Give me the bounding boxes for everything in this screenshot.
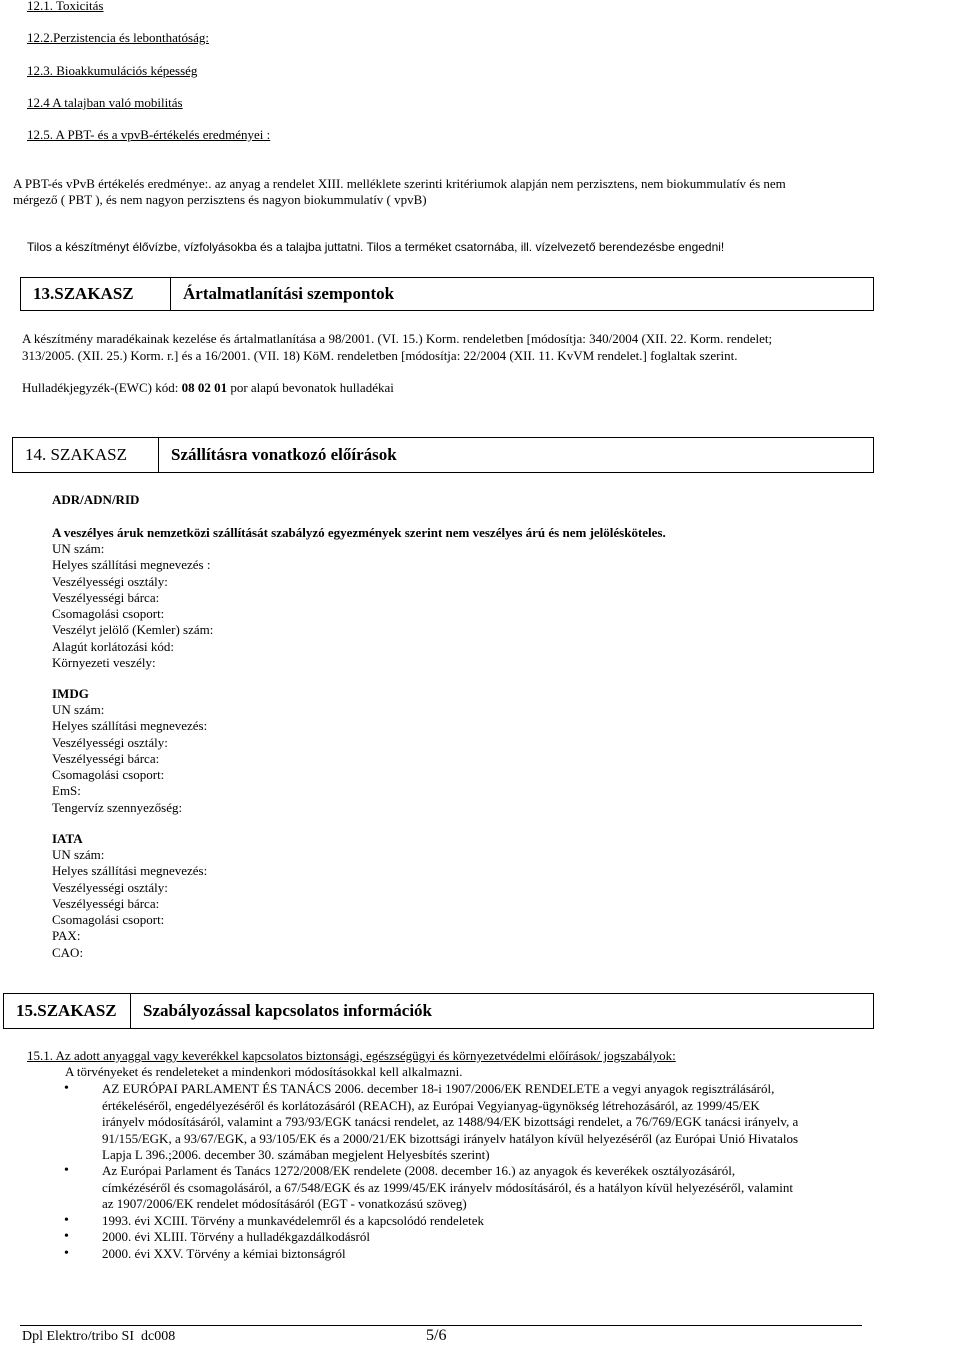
imdg-ems: EmS: <box>52 783 81 799</box>
imdg-marine-pollutant: Tengervíz szennyezőség: <box>52 799 183 815</box>
section-12-3-heading: 12.3. Bioakkumulációs képesség <box>27 63 198 78</box>
adr-un-number: UN szám: <box>52 541 105 556</box>
adr-hazard-label: Veszélyességi bárca: <box>52 589 160 605</box>
bullet-icon: • <box>64 1213 69 1228</box>
regulation-waste <box>102 1229 370 1246</box>
section-14-title: Szállításra vonatkozó előírások <box>171 445 397 464</box>
section-12-2-heading: 12.2.Perzistencia és lebonthatóság: <box>27 30 209 45</box>
imdg-packing-group: Csomagolási csoport: <box>52 767 165 783</box>
disposal-text-line1: A készítmény maradékainak kezelése és ártalmatlanítása a 98/2001. (VI. 15.) Korm. rendeletben [módosítja: 340/2004 (XII. 22. Korm. rendelet; <box>22 331 773 346</box>
regulation-line: 2000. évi XXV. Törvény a kémiai biztonságról <box>102 1246 346 1261</box>
iata-cao: CAO: <box>52 944 84 960</box>
iata-un-number: UN szám: <box>52 847 105 862</box>
regulation-line: 91/155/EGK, a 93/67/EGK, a 93/105/EK és a 2000/21/EK bizottsági irányelv hatályon kívül helyezéséről (az Európai Unió Hivatalos <box>102 1130 799 1146</box>
bullet-icon: • <box>64 1229 69 1244</box>
adr-hazard-class: Veszélyességi osztály: <box>52 573 168 589</box>
transport-statement: A veszélyes áruk nemzetközi szállítását szabályzó egyezmények szerint nem veszélyes árú és nem jelölésköteles. <box>52 525 666 540</box>
bullet-icon: • <box>64 1246 69 1261</box>
section-13-header <box>20 277 874 311</box>
pbt-result-line1: A PBT-és vPvB értékelés eredménye:. az anyag a rendelet XIII. melléklete szerinti kritériumok alapján nem perzisztens, nem biokummulatív és nem <box>13 176 786 191</box>
imdg-hazard-class: Veszélyességi osztály: <box>52 734 168 750</box>
section-14-header <box>12 437 874 473</box>
iata-heading: IATA <box>52 831 83 846</box>
pbt-result-line2: mérgező ( PBT ), és nem nagyon perzisztens és nagyon biokummulatív ( vpvB) <box>13 192 427 207</box>
imdg-heading: IMDG <box>52 686 89 701</box>
iata-field-list <box>52 847 207 961</box>
regulations-intro: A törvényeket és rendeleteket a mindenkori módosításokkal kell alkalmazni. <box>65 1064 463 1079</box>
bullet-icon: • <box>64 1163 69 1178</box>
footer-page-number: 5/6 <box>426 1327 447 1344</box>
iata-pax: PAX: <box>52 928 81 944</box>
section-15-number: 15.SZAKASZ <box>4 994 131 1028</box>
regulation-line: 1993. évi XCIII. Törvény a munkavédelemről és a kapcsolódó rendeletek <box>102 1213 485 1228</box>
adr-kemler-number: Veszélyt jelölő (Kemler) szám: <box>52 622 214 638</box>
regulation-line: AZ EURÓPAI PARLAMENT ÉS TANÁCS 2006. december 18-i 1907/2006/EK RENDELETE a vegyi anyagok regisztrálásáról, <box>102 1081 775 1096</box>
section-14-number: 14. SZAKASZ <box>13 438 159 472</box>
imdg-shipping-name: Helyes szállítási megnevezés: <box>52 718 208 734</box>
adr-packing-group: Csomagolási csoport: <box>52 606 165 622</box>
iata-packing-group: Csomagolási csoport: <box>52 912 165 928</box>
adr-heading: ADR/ADN/RID <box>52 492 140 507</box>
regulation-line: címkézéséről és csomagolásáról, a 67/548/EGK és az 1999/45/EK irányelv módosításáról, és a hatályon kívül helyezéséről, valamint <box>102 1179 793 1195</box>
regulation-labor-safety <box>102 1213 484 1230</box>
adr-tunnel-code: Alagút korlátozási kód: <box>52 638 175 654</box>
section-15-1-heading: 15.1. Az adott anyaggal vagy keverékkel kapcsolatos biztonsági, egészségügyi és környezetvédelmi előírások/ jogszabályok: <box>27 1048 676 1063</box>
ewc-prefix: Hulladékjegyzék-(EWC) kód: <box>22 380 182 395</box>
section-15-title: Szabályozással kapcsolatos információk <box>143 1001 433 1020</box>
environment-warning: Tilos a készítményt élővízbe, vízfolyásokba és a talajba juttatni. Tilos a terméket csatornába, ill. vízelvezető berendezésbe engedni! <box>27 240 725 254</box>
section-13-number: 13.SZAKASZ <box>21 278 171 310</box>
bullet-icon: • <box>64 1081 69 1096</box>
imdg-field-list <box>52 702 207 816</box>
imdg-un-number: UN szám: <box>52 702 105 717</box>
regulation-clp <box>102 1163 793 1213</box>
adr-field-list <box>52 541 213 671</box>
section-12-5-heading: 12.5. A PBT- és a vpvB-értékelés eredményei : <box>27 127 271 142</box>
disposal-text-line2: 313/2005. (XII. 25.) Korm. r.] és a 16/2001. (VII. 18) KöM. rendeletben [módosítja: 22/2004 (XII. 11. KvVM rendelet.] foglaltak szerint. <box>22 348 738 363</box>
ewc-description: por alapú bevonatok hulladékai <box>227 380 394 395</box>
iata-hazard-class: Veszélyességi osztály: <box>52 879 168 895</box>
ewc-code-line <box>22 380 394 396</box>
regulation-line: Az Európai Parlament és Tanács 1272/2008/EK rendelete (2008. december 16.) az anyagok és keverékek osztályozásáról, <box>102 1163 736 1178</box>
section-12-4-heading: 12.4 A talajban való mobilitás <box>27 95 183 110</box>
adr-environmental-hazard: Környezeti veszély: <box>52 655 156 671</box>
regulation-reach <box>102 1081 798 1164</box>
footer-document-id: Dpl Elektro/tribo SI dc008 <box>22 1329 176 1344</box>
iata-hazard-label: Veszélyességi bárca: <box>52 895 160 911</box>
iata-shipping-name: Helyes szállítási megnevezés: <box>52 863 208 879</box>
imdg-hazard-label: Veszélyességi bárca: <box>52 750 160 766</box>
section-15-header <box>3 993 874 1029</box>
regulation-line: Lapja L 396.;2006. december 30. számában megjelent Helyesbítés szerint) <box>102 1147 490 1162</box>
regulation-line: értékeléséről, engedélyezéséről és korlátozásáról (REACH), az Európai Vegyianyag-ügynökség létrehozásáról, az 1999/45/EK <box>102 1097 760 1113</box>
regulation-line: az 1907/2006/EK rendelet módosításáról (EGT - vonatkozású szöveg) <box>102 1196 467 1211</box>
regulation-line: 2000. évi XLIII. Törvény a hulladékgazdálkodásról <box>102 1229 370 1244</box>
ewc-code: 08 02 01 <box>181 380 228 395</box>
adr-shipping-name: Helyes szállítási megnevezés : <box>52 557 211 573</box>
regulation-chemical-safety <box>102 1246 346 1263</box>
regulation-line: irányelv módosításáról, valamint a 793/93/EGK tanácsi rendelet, az 1488/94/EK bizottsági rendelet, a 76/769/EGK tanácsi irányelv, a <box>102 1114 799 1129</box>
section-13-title: Ártalmatlanítási szempontok <box>183 284 395 303</box>
footer-divider <box>20 1325 862 1326</box>
section-12-1-heading: 12.1. Toxicitás <box>27 0 104 13</box>
